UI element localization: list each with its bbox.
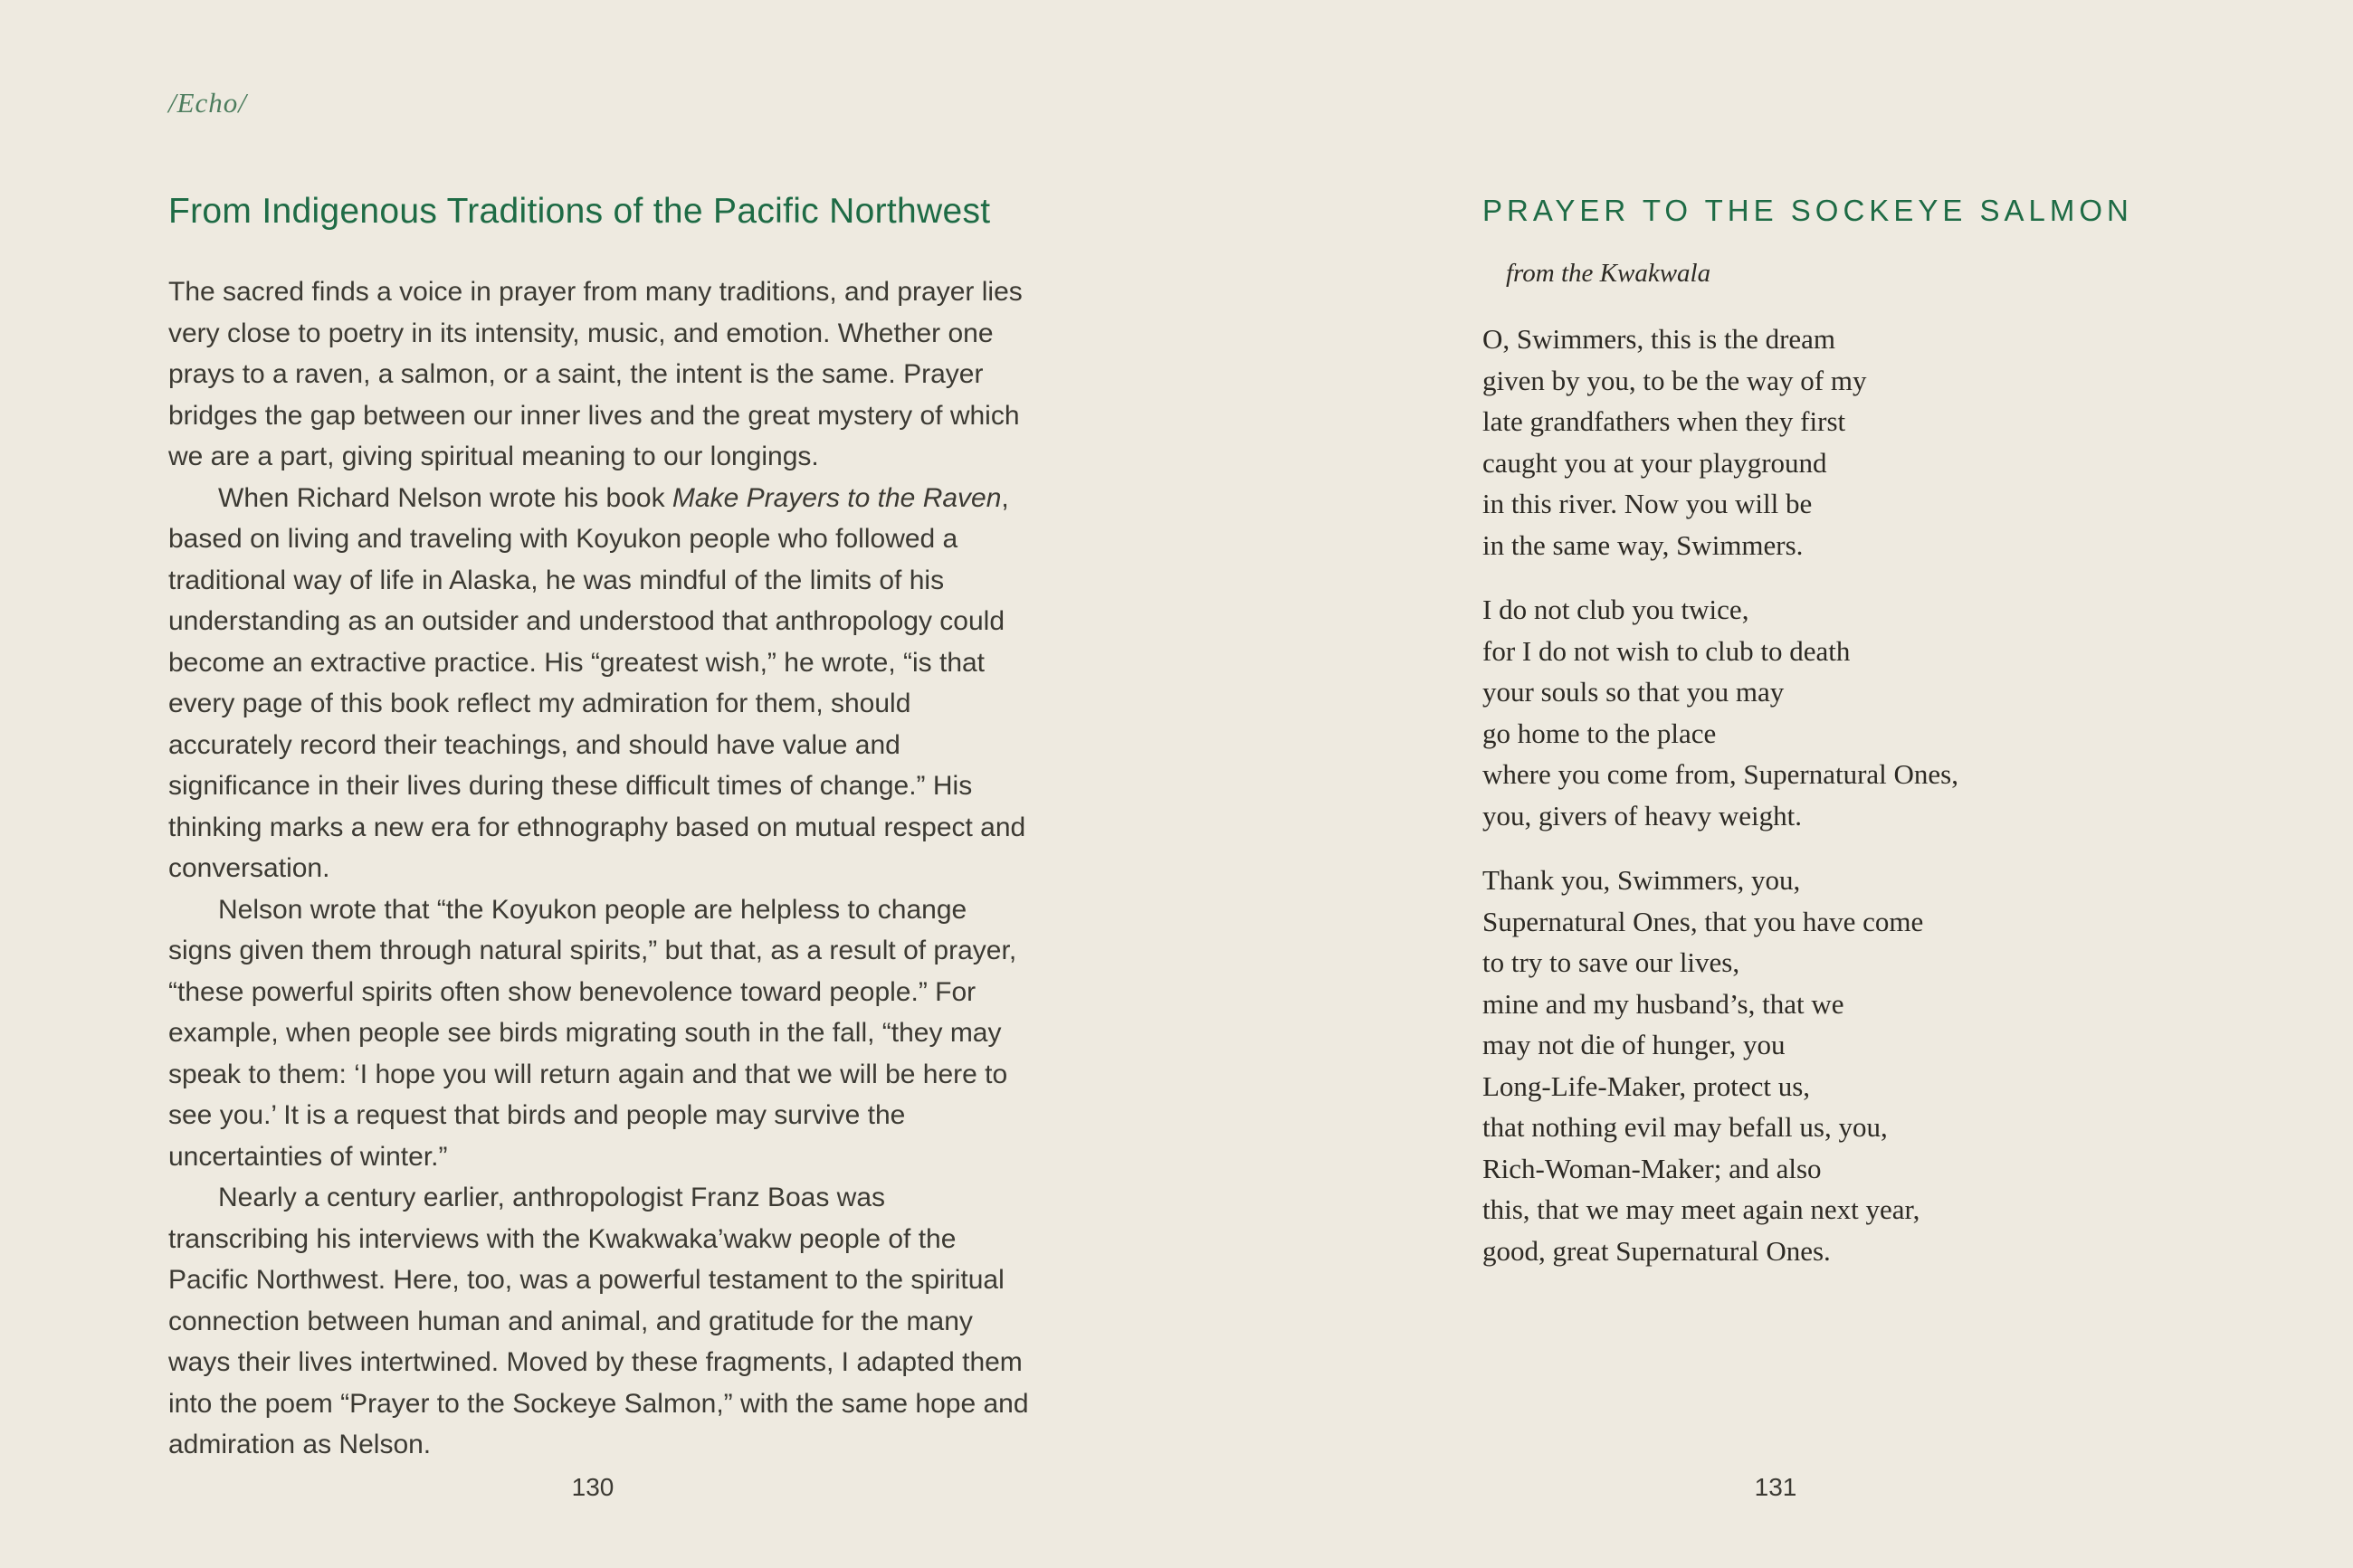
poem-stanza-2 (1482, 589, 1958, 836)
intro-text (168, 271, 1033, 1466)
intro-paragraph-1: The sacred finds a voice in prayer from many traditions, and prayer lies very close to poetry in its intensity, music, and emotion. Whether one prays to a raven, a salmon, or a saint, the intent is the same. Prayer bridges the gap between our inner lives and the great mystery of which we are a part, giving spiritual meaning to our longings. (168, 277, 1023, 471)
poem-line: in this river. Now you will be (1482, 488, 1813, 519)
page-number-right: 131 (1754, 1473, 1797, 1501)
intro-paragraph-2-before: When Richard Nelson wrote his book (218, 482, 672, 513)
poem-line: late grandfathers when they first (1482, 405, 1846, 437)
intro-paragraph-2 (168, 478, 1033, 889)
poem-line: go home to the place (1482, 717, 1717, 749)
poem-line: may not die of hunger, you (1482, 1029, 1786, 1060)
page-number-left: 130 (571, 1473, 614, 1501)
poem-line: for I do not wish to club to death (1482, 634, 1851, 667)
poem-line: where you come from, Supernatural Ones, (1482, 758, 1958, 790)
poem-line: this, that we may meet again next year, (1482, 1193, 1920, 1225)
poem-line: your souls so that you may (1482, 676, 1785, 708)
poem-line: Thank you, Swimmers, you, (1482, 864, 1801, 896)
poem-line: good, great Supernatural Ones. (1482, 1234, 1831, 1267)
poem-stanza-3 (1482, 860, 1958, 1271)
intro-paragraph-2-after: , based on living and traveling with Koyukon people who followed a traditional way of life in Alaska, he was mindful of the limits of his understanding as an outsider and understood that anthropology could become an extractive practice. His “greatest wish,” he wrote, “is that every page of this book reflect my admiration for them, should accurately record their teachings, and should have value and significance in their lives during these difficult times of change.” His thinking marks a new era for ethnography based on mutual respect and conversation. (168, 482, 1026, 883)
poem-line: O, Swimmers, this is the dream (1482, 323, 1836, 355)
poem-title: PRAYER TO THE SOCKEYE SALMON (1482, 194, 2133, 227)
intro-paragraph-4: Nearly a century earlier, anthropologist Franz Boas was transcribing his interviews with the Kwakwaka’wakw people of the Pacific Northwest. Here, too, was a powerful testament to the spiritual connection between human and animal, and gratitude for the many ways their lives intertwined. Moved by these fragments, I adapted them into the poem “Prayer to the Sockeye Salmon,” with the same hope and admiration as Nelson. (168, 1183, 1029, 1459)
poem-line: Supernatural Ones, that you have come (1482, 905, 1924, 937)
referenced-book-title: Make Prayers to the Raven (672, 482, 1002, 513)
chapter-title: From Indigenous Traditions of the Pacific Northwest (168, 192, 991, 231)
intro-paragraph-3: Nelson wrote that “the Koyukon people are helpless to change signs given them through natural spirits,” but that, as a result of prayer, “these powerful spirits often show benevolence toward people.” For example, when people see birds migrating south in the fall, “they may speak to them: ‘I hope you will return again and that we will be here to see you.’ It is a request that birds and people may survive the uncertainties of winter.” (168, 894, 1017, 1172)
poem-body (1482, 318, 1958, 1295)
poem-line: you, givers of heavy weight. (1482, 799, 1802, 832)
poem-line: I do not club you twice, (1482, 594, 1749, 625)
poem-line: that nothing evil may befall us, you, (1482, 1111, 1888, 1143)
poem-line: Rich-Woman-Maker; and also (1482, 1152, 1822, 1184)
series-mark: /Echo/ (168, 87, 247, 119)
poem-line: to try to save our lives, (1482, 946, 1740, 978)
poem-line: mine and my husband’s, that we (1482, 987, 1844, 1020)
poem-line: in the same way, Swimmers. (1482, 528, 1804, 561)
poem-line: caught you at your playground (1482, 446, 1827, 479)
poem-line: Long-Life-Maker, protect us, (1482, 1069, 1811, 1102)
poem-line: given by you, to be the way of my (1482, 364, 1867, 396)
poem-attribution: from the Kwakwala (1506, 259, 1711, 288)
poem-stanza-1 (1482, 318, 1958, 565)
